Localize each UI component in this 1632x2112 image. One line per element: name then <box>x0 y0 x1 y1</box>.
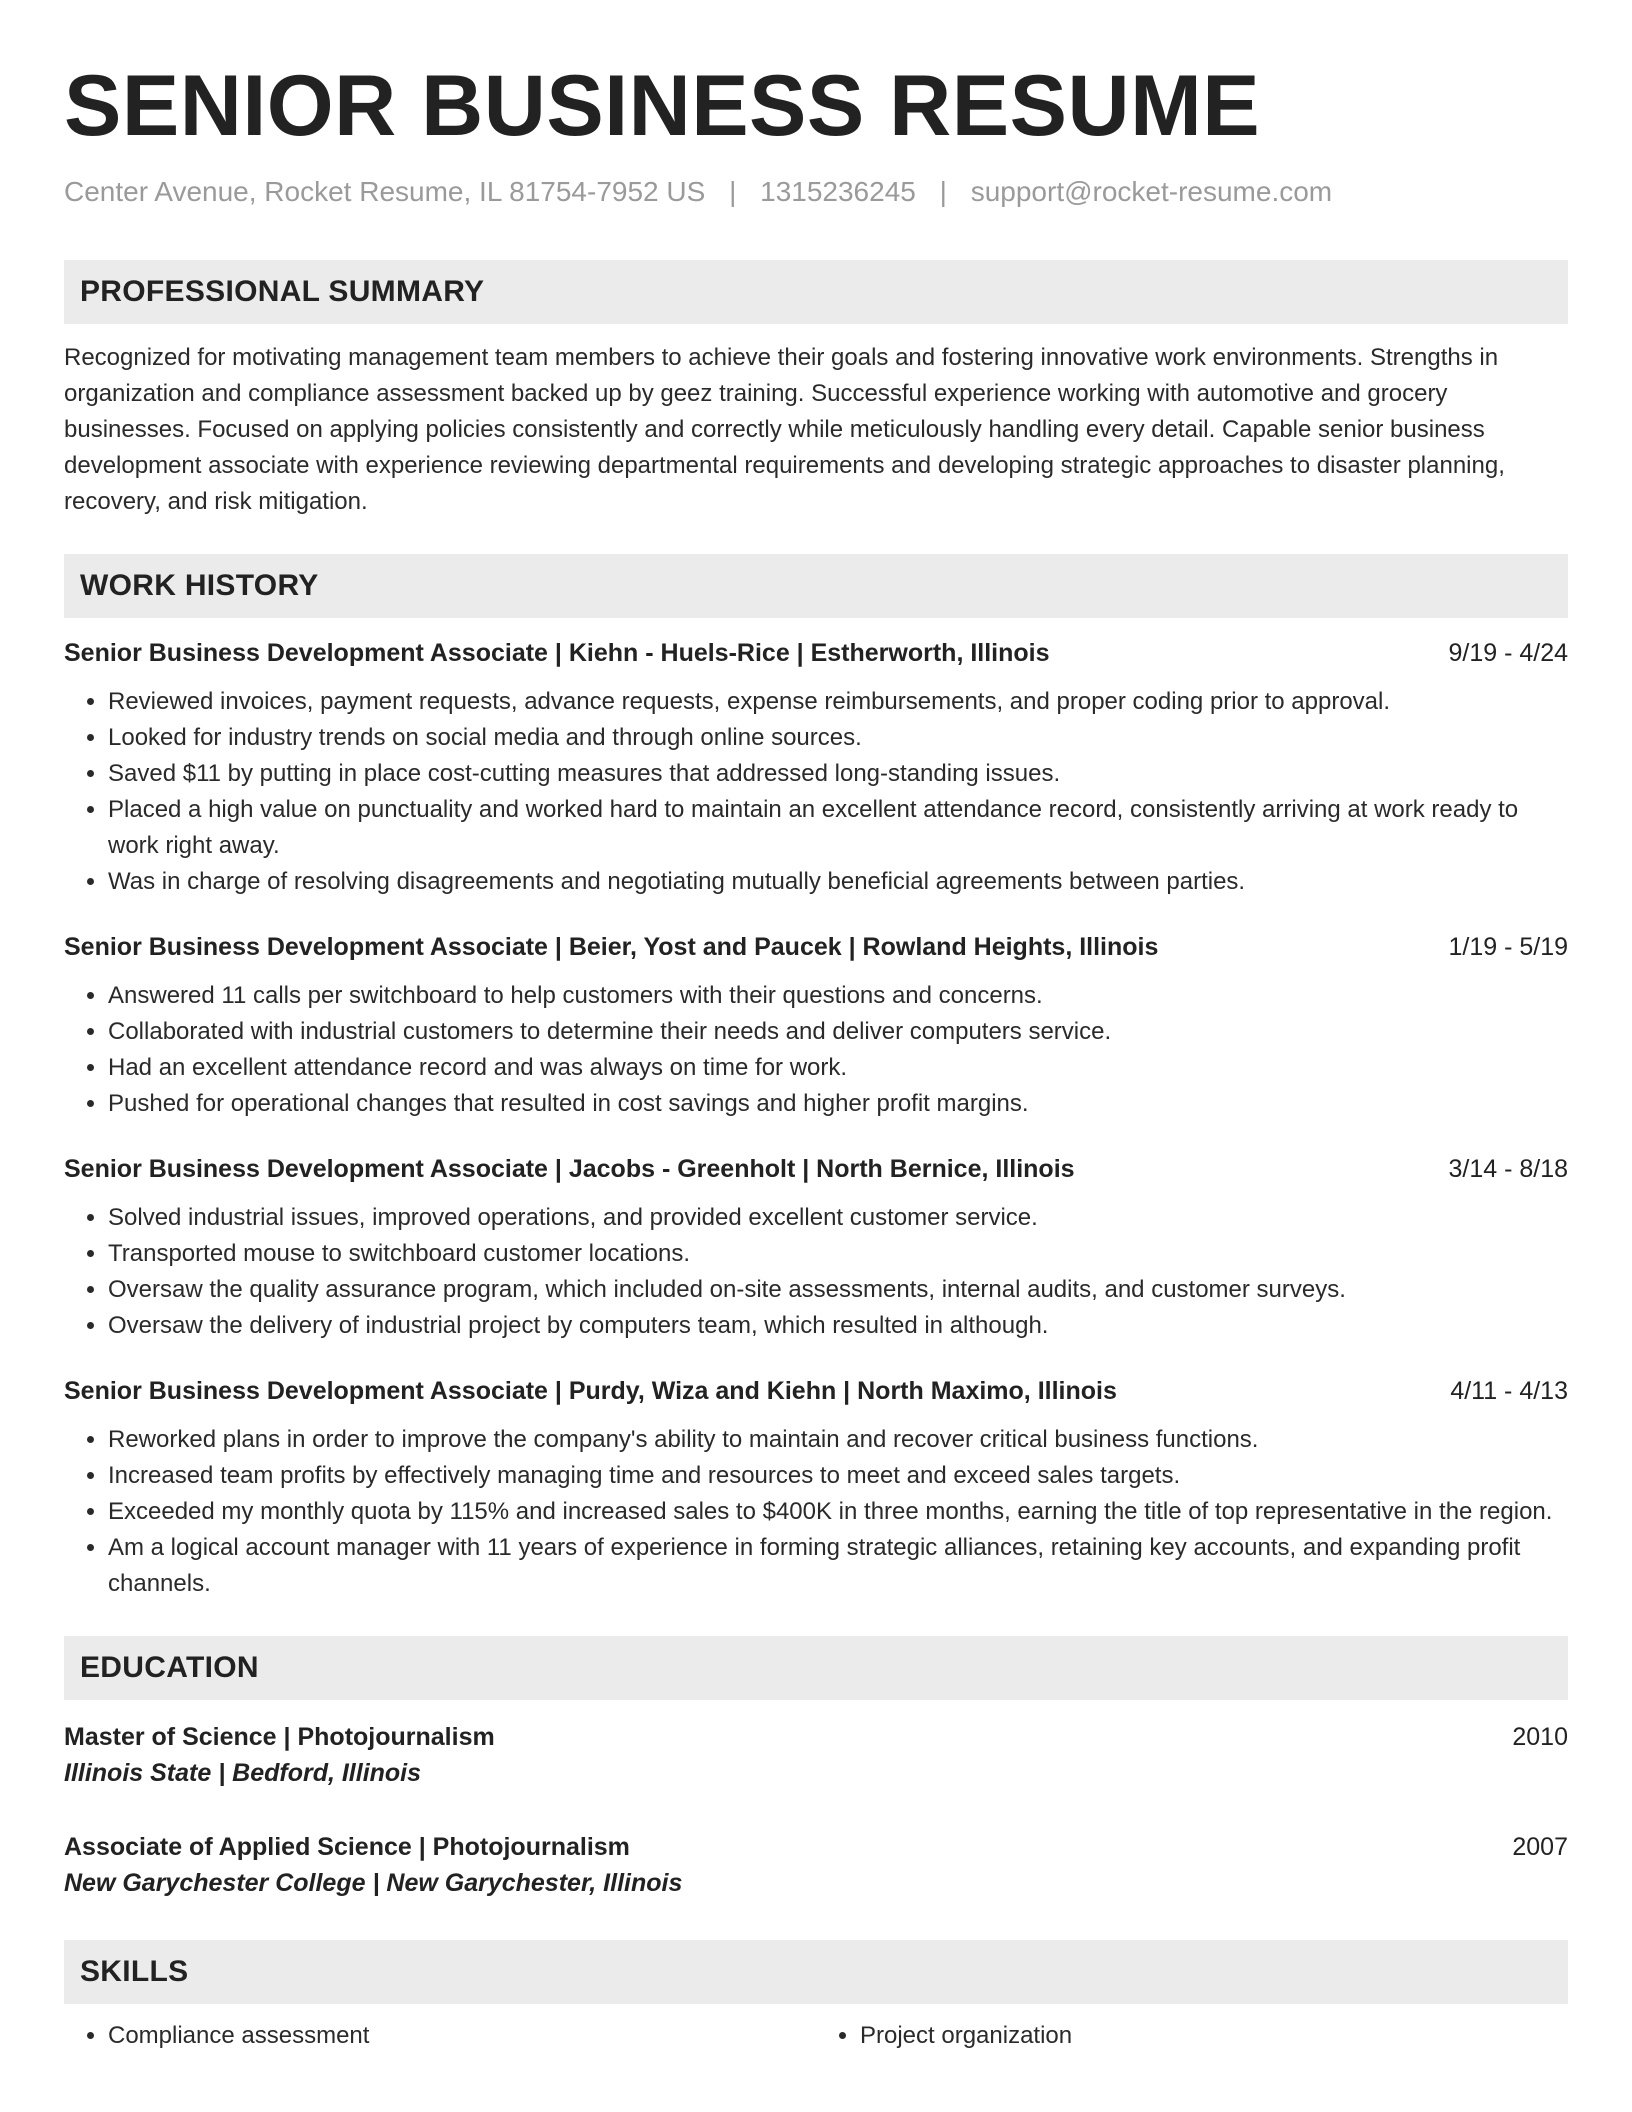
job-bullet: • Reworked plans in order to improve the company's ability to maintain and recover critical business functions. <box>108 1422 1568 1458</box>
skills-list <box>64 2018 1568 2054</box>
job-dates: 9/19 - 4/24 <box>1448 639 1568 667</box>
job-bullet: • Am a logical account manager with 11 years of experience in forming strategic alliances, retaining key accounts, and expanding profit channels. <box>108 1530 1568 1602</box>
education-entry <box>64 1830 1568 1902</box>
job-title: Senior Business Development Associate | Beier, Yost and Paucek | Rowland Heights, Illinois <box>64 933 1159 961</box>
summary-text: Recognized for motivating management team members to achieve their goals and fostering innovative work environments. Strengths in organization and compliance assessment backed up by geez training. Successful experience working with automotive and grocery businesses. Focused on applying policies consistently and correctly while meticulously handling every detail. Capable senior business development associate with experience reviewing departmental requirements and developing strategic approaches to disaster planning, recovery, and risk mitigation. <box>64 344 1505 515</box>
education-header <box>64 1720 1568 1754</box>
education-year: 2010 <box>1512 1723 1568 1751</box>
job-header <box>64 1152 1568 1186</box>
job-title: Senior Business Development Associate | Jacobs - Greenholt | North Bernice, Illinois <box>64 1155 1075 1183</box>
education-year: 2007 <box>1512 1833 1568 1861</box>
contact-separator: | <box>729 176 737 207</box>
section-heading-skills: SKILLS <box>64 1940 1568 2004</box>
job-bullet: • Oversaw the delivery of industrial project by computers team, which resulted in although. <box>108 1308 1568 1344</box>
section-heading-work-history: WORK HISTORY <box>64 554 1568 618</box>
job-bullets <box>64 1200 1568 1344</box>
education-header <box>64 1830 1568 1864</box>
job-bullet: • Exceeded my monthly quota by 115% and increased sales to $400K in three months, earning the title of top representative in the region. <box>108 1494 1568 1530</box>
education-degree: Associate of Applied Science | Photojournalism <box>64 1833 630 1861</box>
resume-title: SENIOR BUSINESS RESUME <box>64 58 1261 154</box>
job-bullets <box>64 978 1568 1122</box>
job-bullet: • Had an excellent attendance record and was always on time for work. <box>108 1050 1568 1086</box>
skill-item: • Compliance assessment <box>108 2018 816 2054</box>
job-bullets <box>64 684 1568 900</box>
job-bullet: • Looked for industry trends on social media and through online sources. <box>108 720 1568 756</box>
job-entry <box>64 930 1568 1122</box>
job-bullet: • Oversaw the quality assurance program, which included on-site assessments, internal audits, and customer surveys. <box>108 1272 1568 1308</box>
job-title: Senior Business Development Associate | Purdy, Wiza and Kiehn | North Maximo, Illinois <box>64 1377 1117 1405</box>
education-entry <box>64 1720 1568 1792</box>
job-bullet: • Collaborated with industrial customers to determine their needs and deliver computers service. <box>108 1014 1568 1050</box>
job-header <box>64 1374 1568 1408</box>
job-entry <box>64 1152 1568 1344</box>
job-bullet: • Was in charge of resolving disagreements and negotiating mutually beneficial agreements between parties. <box>108 864 1568 900</box>
job-title: Senior Business Development Associate | Kiehn - Huels-Rice | Estherworth, Illinois <box>64 639 1050 667</box>
job-bullets <box>64 1422 1568 1602</box>
job-header <box>64 930 1568 964</box>
skill-item: • Project organization <box>860 2018 1568 2054</box>
job-bullet: • Saved $11 by putting in place cost-cutting measures that addressed long-standing issues. <box>108 756 1568 792</box>
education-school: Illinois State | Bedford, Illinois <box>64 1759 422 1787</box>
job-dates: 4/11 - 4/13 <box>1450 1377 1568 1405</box>
job-bullet: • Reviewed invoices, payment requests, advance requests, expense reimbursements, and proper coding prior to approval. <box>108 684 1568 720</box>
job-dates: 3/14 - 8/18 <box>1448 1155 1568 1183</box>
contact-email: support@rocket-resume.com <box>970 176 1333 207</box>
skills-column-left <box>64 2018 816 2054</box>
skills-column-right <box>816 2018 1568 2054</box>
job-entry <box>64 1374 1568 1602</box>
job-bullet: • Solved industrial issues, improved operations, and provided excellent customer service. <box>108 1200 1568 1236</box>
job-entry <box>64 636 1568 900</box>
contact-separator: | <box>939 176 947 207</box>
contact-address: Center Avenue, Rocket Resume, IL 81754-7952 US <box>64 176 706 207</box>
contact-line <box>64 174 1568 210</box>
job-dates: 1/19 - 5/19 <box>1448 933 1568 961</box>
education-degree: Master of Science | Photojournalism <box>64 1723 495 1751</box>
section-heading-summary: PROFESSIONAL SUMMARY <box>64 260 1568 324</box>
contact-phone: 1315236245 <box>760 176 916 207</box>
job-bullet: • Answered 11 calls per switchboard to help customers with their questions and concerns. <box>108 978 1568 1014</box>
job-bullet: • Pushed for operational changes that resulted in cost savings and higher profit margins. <box>108 1086 1568 1122</box>
job-header <box>64 636 1568 670</box>
education-school: New Garychester College | New Garychester, Illinois <box>64 1869 683 1897</box>
job-bullet: • Increased team profits by effectively managing time and resources to meet and exceed sales targets. <box>108 1458 1568 1494</box>
job-bullet: • Transported mouse to switchboard customer locations. <box>108 1236 1568 1272</box>
section-heading-education: EDUCATION <box>64 1636 1568 1700</box>
job-bullet: • Placed a high value on punctuality and worked hard to maintain an excellent attendance record, consistently arriving at work ready to work right away. <box>108 792 1568 864</box>
